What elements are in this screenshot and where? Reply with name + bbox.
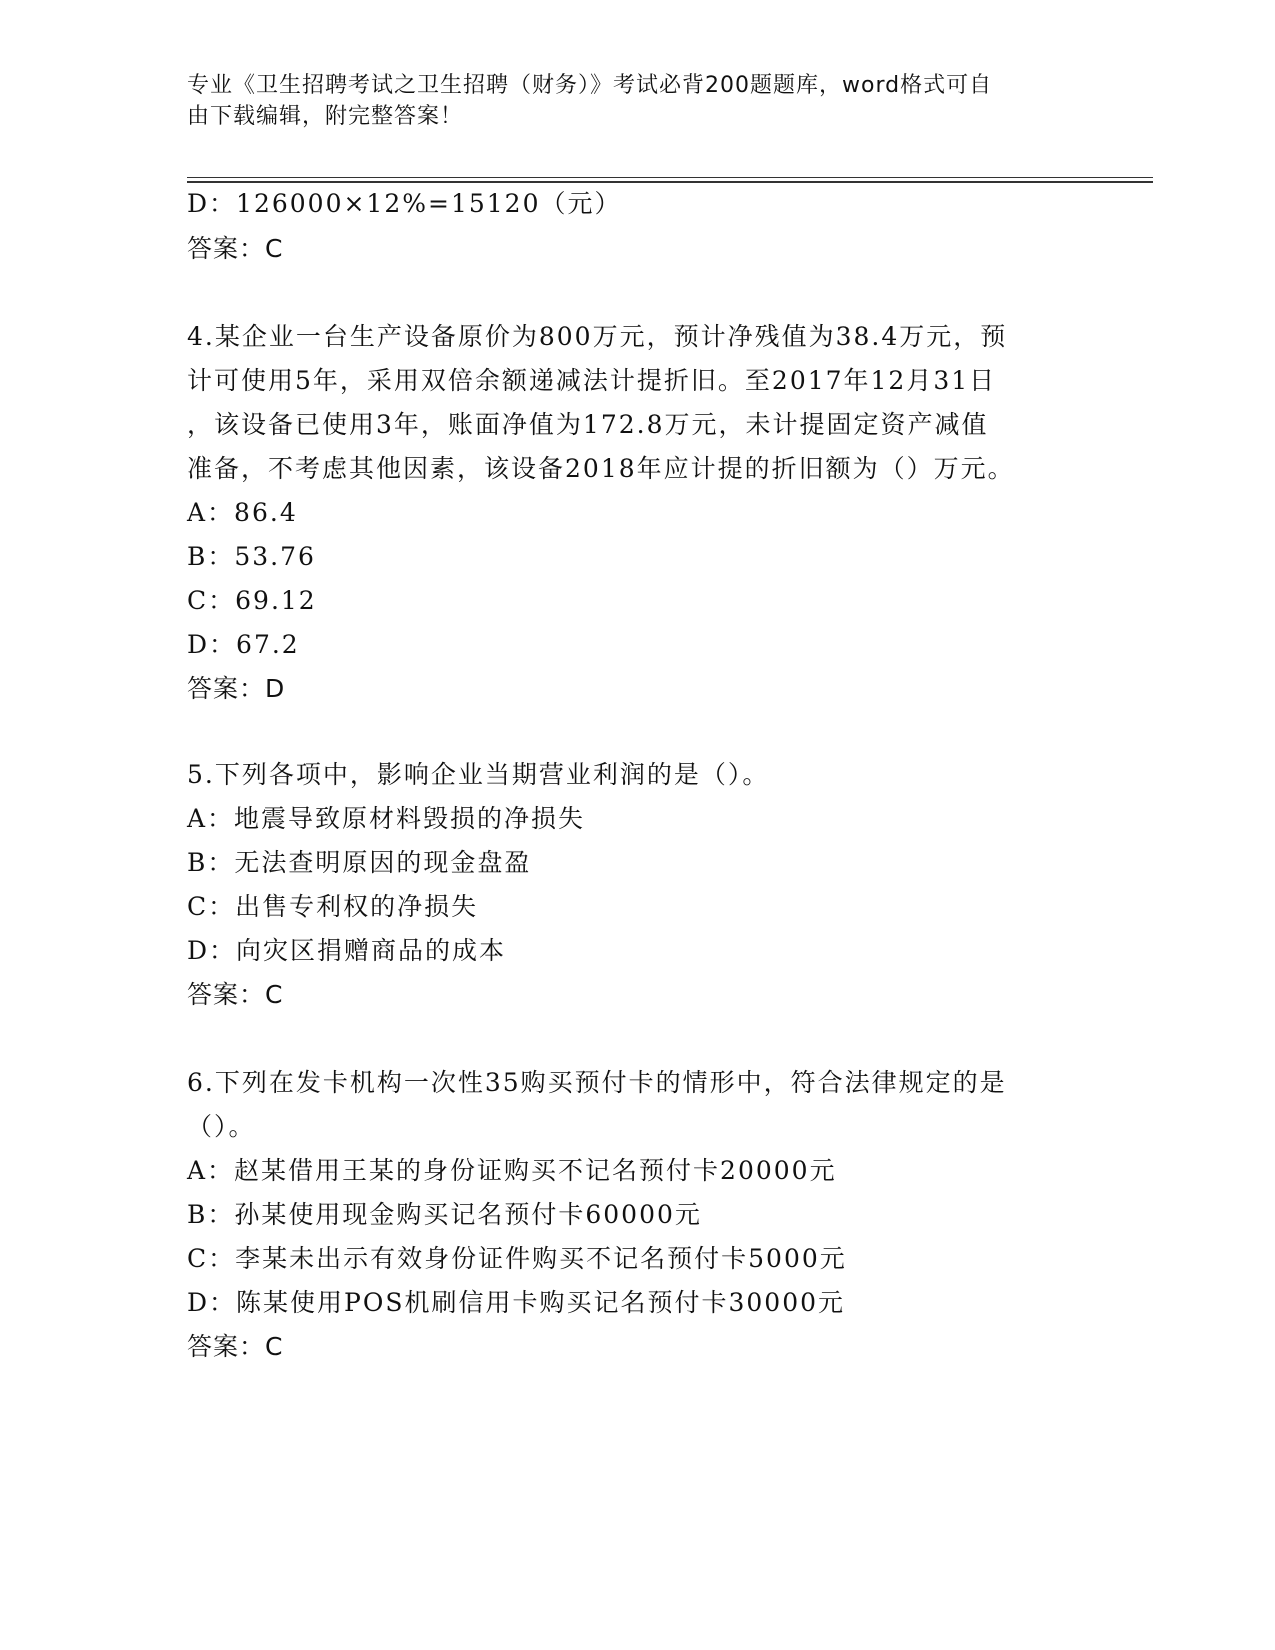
- q6-stem-line-2: （）。: [187, 1112, 256, 1141]
- q5-answer: 答案：C: [187, 980, 284, 1009]
- q5-option-c: C：出售专利权的净损失: [187, 892, 479, 921]
- q6-option-d: D：陈某使用POS机刷信用卡购买记名预付卡30000元: [187, 1288, 846, 1317]
- q6-answer: 答案：C: [187, 1332, 284, 1361]
- q4-answer: 答案：D: [187, 674, 286, 703]
- q4-option-d: D：67.2: [187, 630, 300, 659]
- prev-answer: 答案：C: [187, 234, 284, 263]
- q4-stem-line-4: 准备，不考虑其他因素，该设备2018年应计提的折旧额为（）万元。: [187, 454, 1015, 483]
- q4-option-c: C：69.12: [187, 586, 317, 615]
- q6-option-a: A：赵某借用王某的身份证购买不记名预付卡20000元: [187, 1156, 837, 1185]
- q4-option-a: A：86.4: [187, 498, 298, 527]
- q4-option-b: B：53.76: [187, 542, 316, 571]
- header-rule-thin: [187, 177, 1153, 178]
- q5-option-b: B：无法查明原因的现金盘盈: [187, 848, 532, 877]
- q6-stem-line-1: 6.下列在发卡机构一次性35购买预付卡的情形中，符合法律规定的是: [187, 1068, 1007, 1097]
- header-title-line-2: 由下载编辑，附完整答案！: [187, 104, 464, 129]
- q5-stem-line-1: 5.下列各项中，影响企业当期营业利润的是（）。: [187, 760, 770, 789]
- document-header: [187, 70, 1067, 132]
- header-rule-thick: [187, 181, 1153, 183]
- q4-stem-line-3: ，该设备已使用3年，账面净值为172.8万元，未计提固定资产减值: [187, 410, 989, 439]
- q5-option-a: A：地震导致原材料毁损的净损失: [187, 804, 586, 833]
- q5-option-d: D：向灾区捐赠商品的成本: [187, 936, 507, 965]
- prev-option-d: D：126000×12%=15120（元）: [187, 189, 622, 218]
- q6-option-b: B：孙某使用现金购买记名预付卡60000元: [187, 1200, 702, 1229]
- header-title-line-1: 专业《卫生招聘考试之卫生招聘（财务）》考试必背200题题库，word格式可自: [187, 73, 993, 98]
- q4-stem-line-1: 4.某企业一台生产设备原价为800万元，预计净残值为38.4万元，预: [187, 322, 1008, 351]
- q6-option-c: C：李某未出示有效身份证件购买不记名预付卡5000元: [187, 1244, 847, 1273]
- q4-stem-line-2: 计可使用5年，采用双倍余额递减法计提折旧。至2017年12月31日: [187, 366, 997, 395]
